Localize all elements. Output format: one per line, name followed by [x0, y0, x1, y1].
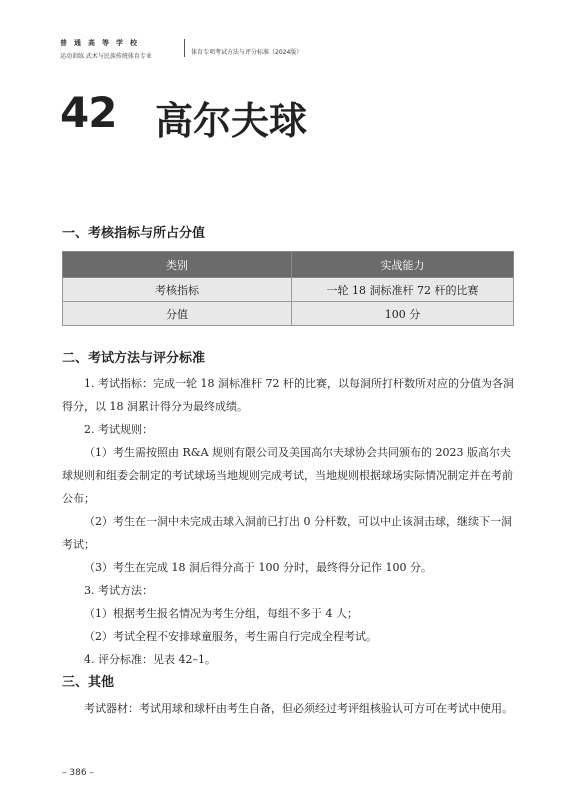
chapter-number: 42: [60, 88, 117, 137]
table-header-row: [63, 252, 514, 278]
running-header: [60, 38, 530, 68]
paragraph: 1. 考试指标：完成一轮 18 洞标准杆 72 杆的比赛，以每洞所打杆数所对应的分值为各洞得分，以 18 洞累计得分为最终成绩。: [62, 377, 514, 413]
header-divider: [184, 39, 185, 57]
header-major: 运动训练 武术与民族传统体育专业: [60, 53, 152, 60]
table-cell: 100 分: [292, 302, 514, 326]
section-2-body: [62, 372, 518, 671]
page-number: – 386 –: [62, 768, 94, 778]
paragraph: 4. 评分标准：见表 42–1。: [84, 653, 216, 666]
table-cell: 分值: [63, 302, 292, 326]
table-header-cell: 实战能力: [292, 252, 514, 278]
paragraph: （1）根据考生报名情况为考生分组，每组不多于 4 人；: [84, 607, 358, 620]
paragraph: （2）考生在一洞中未完成击球入洞前已打出 0 分杆数，可以中止该洞击球，继续下一洞考试；: [62, 515, 512, 551]
paragraph: 2. 考试规则：: [84, 423, 153, 436]
section-title-1: 一、考核指标与所占分值: [62, 226, 206, 241]
table-row: [63, 302, 514, 326]
paragraph: （3）考生在完成 18 洞后得分高于 100 分时，最终得分记作 100 分。: [84, 561, 432, 574]
section-3-body: [62, 697, 518, 720]
section-title-3: 三、其他: [62, 675, 115, 690]
chapter-title: 高尔夫球: [155, 99, 308, 143]
header-left: [60, 38, 178, 60]
table-cell: 一轮 18 洞标准杆 72 杆的比赛: [292, 278, 514, 302]
table-row: [63, 278, 514, 302]
section-title-2: 二、考试方法与评分标准: [62, 351, 206, 366]
header-school: 普通高等学校: [60, 39, 144, 47]
paragraph: 考试器材：考试用球和球杆由考生自备，但必须经过考评组核验认可方可在考试中使用。: [84, 702, 513, 715]
score-table: [62, 251, 514, 326]
paragraph: （2）考试全程不安排球童服务，考生需自行完成全程考试。: [84, 630, 377, 643]
header-doc-title: 体育专项考试方法与评分标准（2024版）: [191, 49, 303, 56]
table-cell: 考核指标: [63, 278, 292, 302]
paragraph: 3. 考试方法：: [84, 584, 153, 597]
paragraph: （1）考生需按照由 R&A 规则有限公司及美国高尔夫球协会共同颁布的 2023 版高尔夫球规则和组委会制定的考试球场当地规则完成考试，当地规则根据球场实际情况制定并在考前公布；: [62, 446, 513, 505]
table-header-cell: 类别: [63, 252, 292, 278]
